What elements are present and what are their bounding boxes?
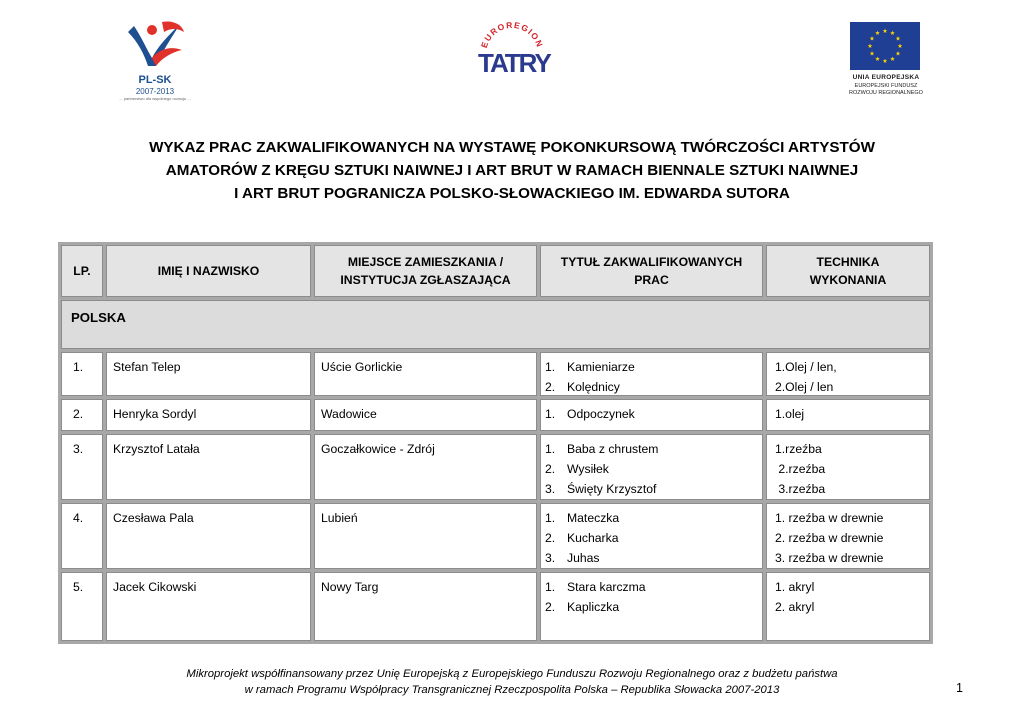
row-4-lp [61, 503, 103, 569]
row-3-name [106, 434, 311, 500]
eu-star-icon [898, 44, 903, 48]
eu-text-line2: EUROPEJSKI FUNDUSZ [854, 83, 918, 89]
row-lp-text: 3. [73, 442, 84, 456]
work-title: Wysiłek [567, 461, 609, 476]
work-item [545, 440, 762, 460]
work-title: Odpoczynek [567, 407, 635, 421]
work-title: Kucharka [567, 530, 619, 545]
tatry-wordmark: TATRY [478, 48, 550, 78]
works-table [58, 242, 933, 644]
technique-item: 1.olej [775, 407, 805, 421]
euroregion-tatry-logo [476, 20, 548, 90]
header-works-line1: TYTUŁ ZAKWALIFIKOWANYCH [560, 255, 743, 269]
row-place-text: Nowy Targ [321, 580, 379, 594]
work-item [545, 480, 762, 500]
row-1-technique [766, 352, 930, 396]
row-2-name [106, 399, 311, 431]
row-place-text: Goczałkowice - Zdrój [321, 442, 435, 456]
row-lp-text: 4. [73, 511, 84, 525]
row-name-text: Jacek Cikowski [113, 580, 197, 594]
header-name-text: IMIĘ I NAZWISKO [157, 264, 260, 278]
section-polska [61, 300, 930, 349]
work-item [545, 509, 762, 529]
eu-star-icon [890, 57, 895, 61]
row-1-works [540, 352, 763, 396]
title-line-2: AMATORÓW Z KRĘGU SZTUKI NAIWNEJ I ART BRUT W RAMACH BIENNALE SZTUKI NAIWNEJ [165, 162, 859, 179]
eu-star-icon [890, 31, 895, 35]
row-5-place [314, 572, 537, 641]
row-5-technique [766, 572, 930, 641]
work-number: 2. [545, 461, 556, 476]
work-title: Święty Krzysztof [567, 481, 657, 496]
header-lp [61, 245, 103, 297]
work-title: Juhas [567, 550, 600, 565]
technique-item: 1. rzeźba w drewnie [775, 511, 884, 525]
row-4-works [540, 503, 763, 569]
row-3-lp [61, 434, 103, 500]
footer-line-1: Mikroprojekt współfinansowany przez Unię Europejską z Europejskiego Funduszu Rozwoju Regionalnego oraz z budżetu państwa [186, 668, 838, 680]
eu-text-line1: UNIA EUROPEJSKA [852, 74, 920, 81]
row-lp-text: 1. [73, 360, 84, 374]
row-3-works [540, 434, 763, 500]
work-number: 2. [545, 599, 556, 614]
eu-star-icon [875, 57, 880, 61]
eu-flag-icon [850, 22, 920, 70]
row-name-text: Henryka Sordyl [113, 407, 197, 421]
pl-sk-years: 2007-2013 [135, 87, 175, 96]
technique-item: 2. akryl [775, 599, 815, 614]
work-title: Baba z chrustem [567, 442, 659, 456]
work-item [545, 529, 762, 549]
pl-sk-name: PL-SK [138, 74, 172, 86]
row-name-text: Krzysztof Latała [113, 442, 200, 456]
work-title: Kolędnicy [567, 379, 620, 394]
header-place [314, 245, 537, 297]
row-place-text: Wadowice [321, 407, 377, 421]
work-number: 1. [545, 407, 556, 421]
technique-item: 2.rzeźba [775, 461, 826, 476]
row-4-place [314, 503, 537, 569]
work-number: 1. [545, 442, 556, 456]
row-1-name [106, 352, 311, 396]
eu-star-icon [883, 59, 888, 63]
row-3-place [314, 434, 537, 500]
header-tech-line1: TECHNIKA [816, 255, 880, 269]
svg-text:EUROREGION [479, 20, 545, 49]
work-number: 1. [545, 580, 556, 594]
work-number: 3. [545, 481, 556, 496]
row-place-text: Lubień [321, 511, 358, 525]
eu-star-icon [870, 51, 875, 55]
eu-star-icon [896, 51, 901, 55]
work-item [545, 598, 762, 618]
euroregion-arc-text: EUROREGION [478, 20, 546, 50]
row-place-text: Uście Gorlickie [321, 360, 403, 374]
technique-item: 3. rzeźba w drewnie [775, 550, 884, 565]
work-number: 1. [545, 360, 556, 374]
pl-sk-slogan: ... partnerstwo dla wspólnego rozwoju ... [119, 96, 191, 101]
work-number: 1. [545, 511, 556, 525]
eu-star-icon [883, 29, 888, 33]
technique-item: 1.rzeźba [775, 442, 822, 456]
work-title: Mateczka [567, 511, 620, 525]
technique-item: 1.Olej / len, [775, 360, 837, 374]
footer-line-2: w ramach Programu Współpracy Transgranicznej Rzeczpospolita Polska – Republika Słowacka 2007-2013 [244, 684, 780, 696]
title-line-1: WYKAZ PRAC ZAKWALIFIKOWANYCH NA WYSTAWĘ POKONKURSOWĄ TWÓRCZOŚCI ARTYSTÓW [149, 139, 875, 156]
eu-star-icon [868, 44, 873, 48]
row-5-works [540, 572, 763, 641]
row-5-name [106, 572, 311, 641]
row-2-lp [61, 399, 103, 431]
work-item [545, 578, 762, 598]
eu-star-icon [896, 36, 901, 40]
work-item [545, 549, 762, 569]
page-number: 1 [956, 681, 963, 695]
row-4-technique [766, 503, 930, 569]
section-label: POLSKA [71, 310, 126, 325]
pl-sk-logo [112, 18, 198, 104]
work-item [545, 405, 762, 425]
footer-note [60, 666, 964, 698]
header-works-line2: PRAC [634, 273, 669, 287]
header-works [540, 245, 763, 297]
work-number: 3. [545, 550, 556, 565]
pl-sk-figure-icon [112, 18, 198, 74]
header-lp-text: LP. [73, 264, 91, 278]
row-lp-text: 5. [73, 580, 84, 594]
eu-logo [838, 22, 934, 102]
work-number: 2. [545, 530, 556, 545]
work-item [545, 460, 762, 480]
row-name-text: Stefan Telep [113, 360, 181, 374]
row-2-technique [766, 399, 930, 431]
header-place-line1: MIEJSCE ZAMIESZKANIA / [347, 255, 504, 269]
row-2-place [314, 399, 537, 431]
document-title [60, 136, 964, 205]
eu-star-icon [875, 31, 880, 35]
work-number: 2. [545, 379, 556, 394]
work-title: Kamieniarze [567, 360, 635, 374]
eu-text-line3: ROZWOJU REGIONALNEGO [849, 90, 923, 96]
technique-item: 2.Olej / len [775, 379, 834, 394]
technique-item: 3.rzeźba [775, 481, 826, 496]
row-1-place [314, 352, 537, 396]
row-name-text: Czesława Pala [113, 511, 194, 525]
header-technique [766, 245, 930, 297]
row-2-works [540, 399, 763, 431]
work-title: Kapliczka [567, 599, 620, 614]
row-4-name [106, 503, 311, 569]
title-line-3: I ART BRUT POGRANICZA POLSKO-SŁOWACKIEGO IM. EDWARDA SUTORA [234, 185, 790, 202]
row-1-lp [61, 352, 103, 396]
row-3-technique [766, 434, 930, 500]
technique-item: 2. rzeźba w drewnie [775, 530, 884, 545]
technique-item: 1. akryl [775, 580, 815, 594]
work-title: Stara karczma [567, 580, 646, 594]
header-tech-line2: WYKONANIA [809, 273, 887, 287]
work-item [545, 378, 762, 398]
header-place-line2: INSTYTUCJA ZGŁASZAJĄCA [340, 273, 511, 287]
header-name [106, 245, 311, 297]
work-item [545, 358, 762, 378]
row-5-lp [61, 572, 103, 641]
eu-star-icon [870, 36, 875, 40]
row-lp-text: 2. [73, 407, 84, 421]
